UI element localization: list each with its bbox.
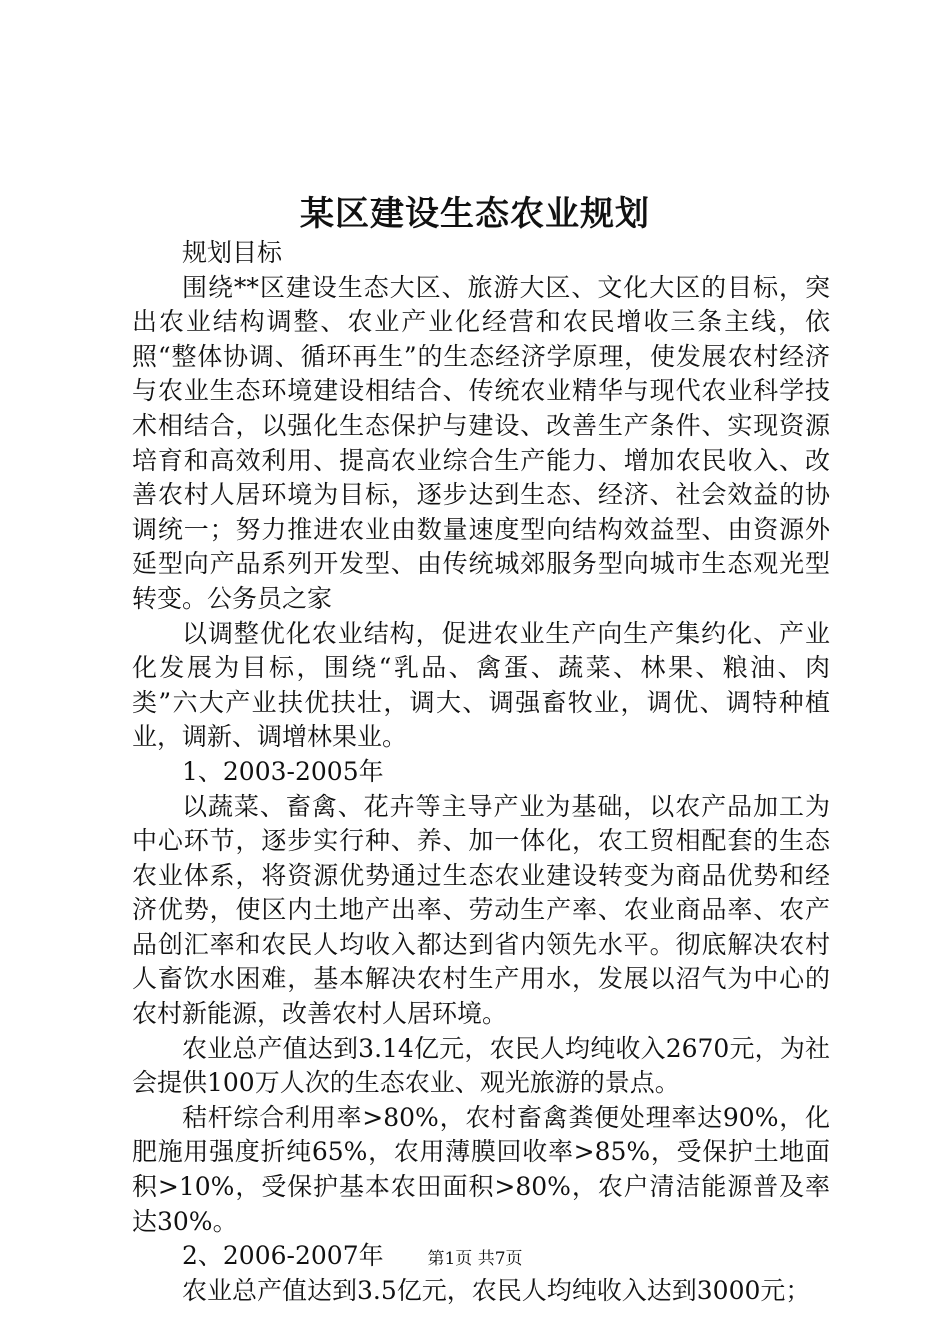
paragraph: 农业总产值达到3.14亿元，农民人均纯收入2670元，为社会提供100万人次的生态农业、观光旅游的景点。 — [132, 1033, 830, 1098]
document-body — [132, 236, 830, 1308]
paragraph: 秸杆综合利用率>80%，农村畜禽粪便处理率达90%，化肥施用强度折纯65%，农用薄膜回收率>85%，受保护土地面积>10%，受保护基本农田面积>80%，农户清洁能源普及率达30%。 — [132, 1102, 830, 1236]
paragraph: 以蔬菜、畜禽、花卉等主导产业为基础，以农产品加工为中心环节，逐步实行种、养、加一体化，农工贸相配套的生态农业体系，将资源优势通过生态农业建设转变为商品优势和经济优势，使区内土地产出率、劳动生产率、农业商品率、农产品创汇率和农民人均收入都达到省内领先水平。彻底解决农村人畜饮水困难，基本解决农村生产用水，发展以沼气为中心的农村新能源，改善农村人居环境。 — [132, 791, 830, 1029]
paragraph: 农业总产值达到3.5亿元，农民人均纯收入达到3000元； — [182, 1275, 811, 1305]
page-number: 第1页 共7页 — [427, 1249, 523, 1269]
document-title: 某区建设生态农业规划 — [300, 194, 650, 234]
paragraph-phase-heading: 2、2006-2007年 — [182, 1241, 384, 1271]
paragraph-phase-heading: 1、2003-2005年 — [182, 756, 384, 786]
paragraph: 以调整优化农业结构，促进农业生产向生产集约化、产业化发展为目标，围绕“乳品、禽蛋、蔬菜、林果、粮油、肉类”六大产业扶优扶壮，调大、调强畜牧业，调优、调特种植业，调新、调增林果业。 — [132, 618, 830, 752]
paragraph-section-heading: 规划目标 — [182, 238, 283, 267]
paragraph: 围绕**区建设生态大区、旅游大区、文化大区的目标，突出农业结构调整、农业产业化经营和农民增收三条主线，依照“整体协调、循环再生”的生态经济学原理，使发展农村经济与农业生态环境建设相结合、传统农业精华与现代农业科学技术相结合，以强化生态保护与建设、改善生产条件、实现资源培育和高效利用、提高农业综合生产能力、增加农民收入、改善农村人居环境为目标，逐步达到生态、经济、社会效益的协调统一；努力推进农业由数量速度型向结构效益型、由资源外延型向产品系列开发型、由传统城郊服务型向城市生态观光型转变。公务员之家 — [132, 272, 830, 613]
